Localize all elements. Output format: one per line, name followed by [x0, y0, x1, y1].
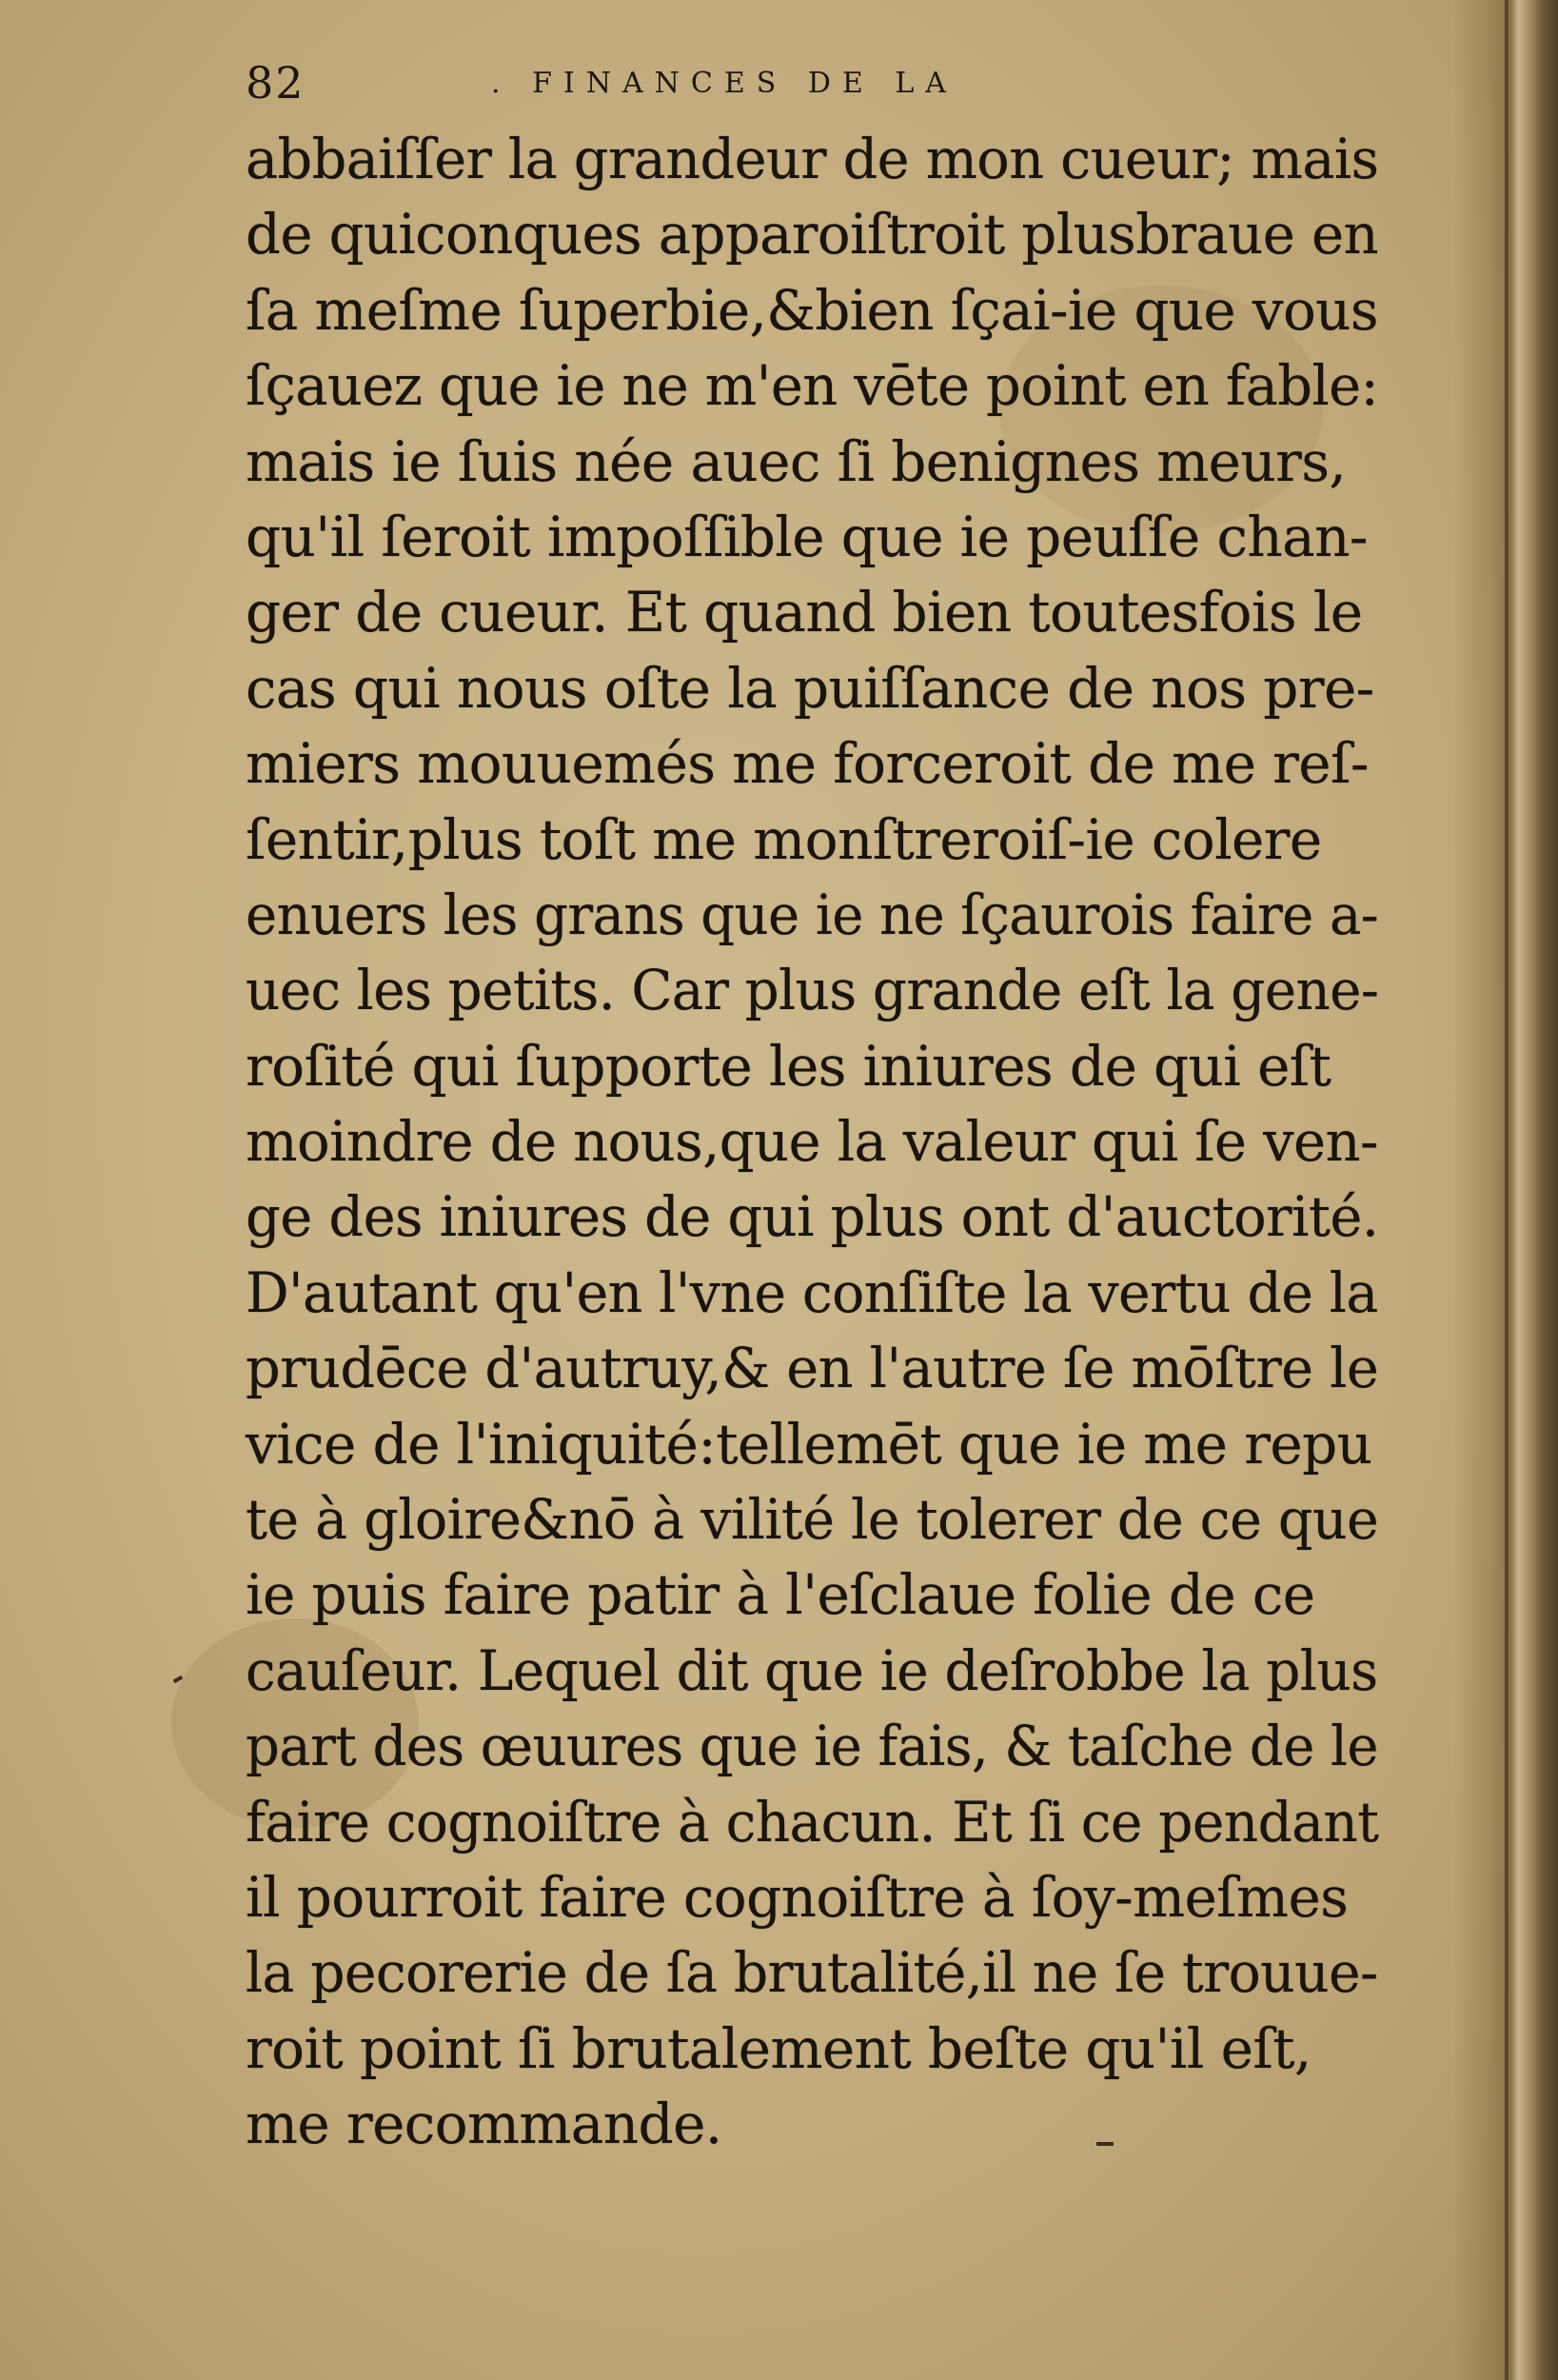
text-line: de quiconques apparoiſtroit plusbraue en [246, 202, 1379, 268]
text-line: cauſeur. Lequel dit que ie deſrobbe la plus [246, 1637, 1378, 1703]
text-line: vice de l'iniquité:tellemēt que ie me repu [246, 1411, 1372, 1477]
text-line: moindre de nous,que la valeur qui ſe ven- [246, 1109, 1378, 1175]
text-line: mais ie ſuis née auec ſi benignes meurs, [246, 428, 1347, 494]
text-line: uec les petits. Car plus grande eſt la gene- [246, 958, 1379, 1023]
text-line: abbaiſſer la grandeur de mon cueur; mais [246, 127, 1379, 191]
text-line: faire cognoiſtre à chacun. Et ſi ce pendant [246, 1789, 1379, 1854]
text-line: ie puis faire patir à l'eſclaue folie de ce [246, 1562, 1315, 1628]
text-line: ſçauez que ie ne m'en vēte point en fable: [246, 353, 1379, 419]
text-line: D'autant qu'en l'vne conſiſte la vertu de la [246, 1259, 1378, 1325]
text-line: ſentir,plus toſt me monſtreroiſ-ie colere [246, 806, 1322, 872]
page-header [242, 55, 1384, 112]
text-line: ger de cueur. Et quand bien toutesfois le [246, 580, 1363, 645]
running-title: . FINANCES DE LA [491, 67, 957, 100]
text-line: ge des iniures de qui plus ont d'auctorité. [246, 1184, 1379, 1250]
text-line: enuers les grans que ie ne ſçaurois faire a- [246, 882, 1379, 947]
text-line: la pecorerie de ſa brutalité,il ne ſe trouue- [246, 1940, 1378, 2006]
text-line: part des œuures que ie fais, & taſche de le [246, 1714, 1378, 1779]
text-line: cas qui nous oſte la puiſſance de nos pre- [246, 655, 1374, 721]
text-line: te à gloire&nō à vilité le tolerer de ce que [246, 1487, 1379, 1553]
text-line: prudēce d'autruy,& en l'autre ſe mōſtre le [246, 1336, 1379, 1401]
text-line: roſité qui ſupporte les iniures de qui eſt [246, 1033, 1331, 1099]
text-line: miers mouuemés me forceroit de me reſ- [246, 731, 1369, 797]
text-line: me recommande. [246, 2092, 722, 2157]
text-line: roit point ſi brutalement beſte qu'il eſt, [246, 2015, 1311, 2081]
text-line: qu'il ſeroit impoſſible que ie peuſſe chan- [246, 504, 1368, 569]
text-line: ſa meſme ſuperbie,&bien ſçai-ie que vous [246, 277, 1378, 343]
page-number: 82 [246, 57, 306, 109]
text-line: il pourroit faire cognoiſtre à ſoy-meſmes [246, 1864, 1349, 1930]
binding-shadow-line [1505, 0, 1509, 2380]
body-text [246, 122, 1378, 2163]
ink-mark [1096, 2142, 1114, 2146]
